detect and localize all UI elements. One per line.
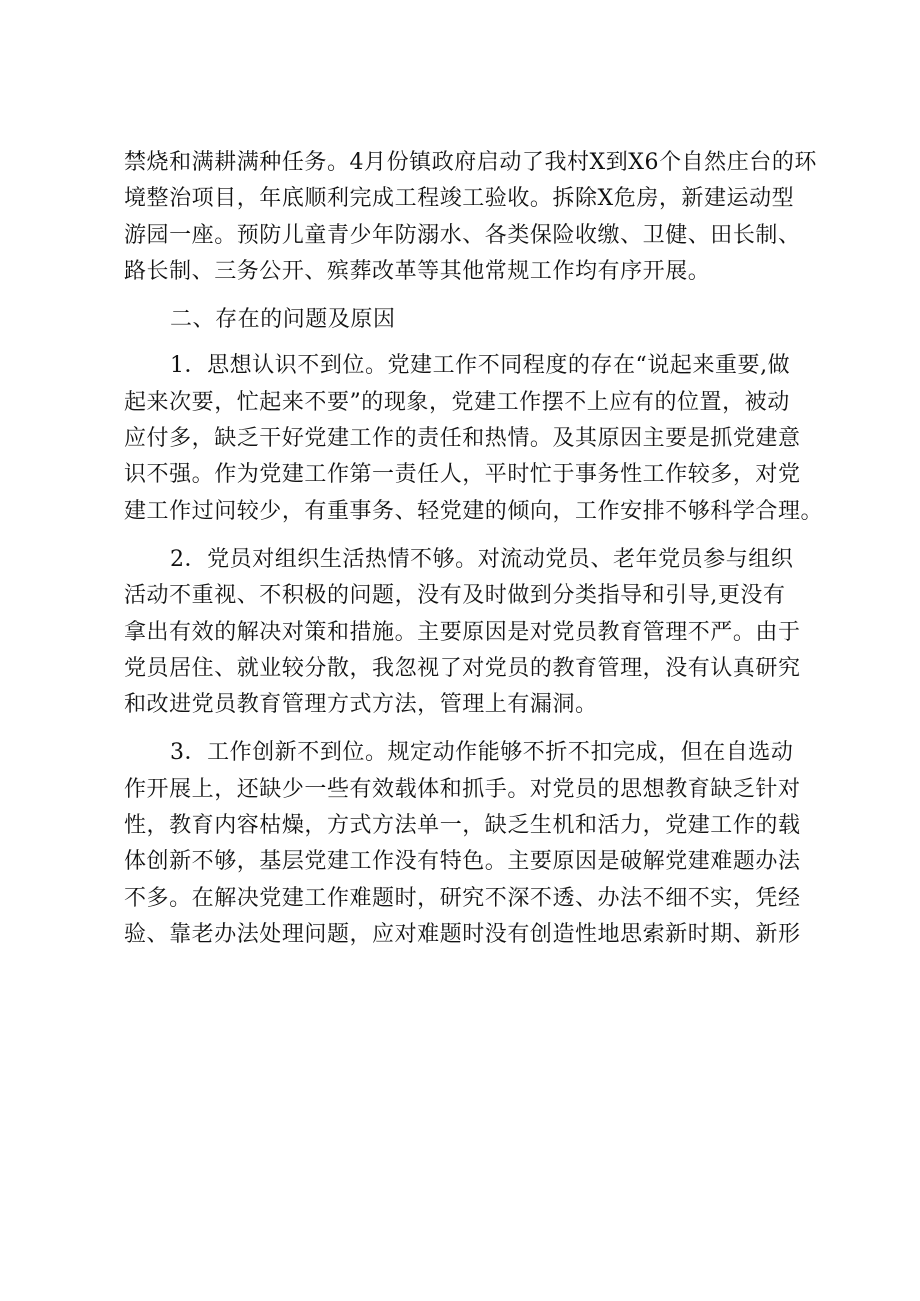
text-line: 性，教育内容枯燥，方式方法单一，缺乏生机和活力，党建工作的载 xyxy=(124,813,801,839)
text-line: 2．党员对组织生活热情不够。对流动党员、老年党员参与组织 xyxy=(170,546,794,572)
text-line: 路长制、三务公开、殡葬改革等其他常规工作均有序开展。 xyxy=(124,258,711,284)
text-line: 建工作过问较少，有重事务、轻党建的倾向，工作安排不够科学合理。 xyxy=(124,498,824,524)
text-line: 体创新不够，基层党建工作没有特色。主要原因是破解党建难题办法 xyxy=(124,849,801,875)
text-line: 1．思想认识不到位。党建工作不同程度的存在“说起来重要,做 xyxy=(170,353,791,379)
item-2-paragraph xyxy=(124,542,814,723)
text-line: 作开展上，还缺少一些有效载体和抓手。对党员的思想教育缺乏针对 xyxy=(124,776,801,802)
item-1-paragraph xyxy=(124,348,824,529)
document-body xyxy=(124,145,824,953)
text-line: 验、靠老办法处理问题，应对难题时没有创造性地思索新时期、新形 xyxy=(124,921,801,947)
text-line: 起来次要，忙起来不要”的现象，党建工作摆不上应有的位置，被动 xyxy=(124,389,790,415)
text-line: 不多。在解决党建工作难题时，研究不深不透、办法不细不实，凭经 xyxy=(124,885,801,911)
text-line: 和改进党员教育管理方式方法，管理上有漏洞。 xyxy=(124,692,598,718)
text-line: 应付多，缺乏干好党建工作的责任和热情。及其原因主要是抓党建意 xyxy=(124,426,801,452)
text-line: 禁烧和满耕满种任务。4月份镇政府启动了我村X到X6个自然庄台的环 xyxy=(124,150,817,175)
text-line: 3．工作创新不到位。规定动作能够不折不扣完成，但在自选动 xyxy=(170,740,794,766)
text-line: 活动不重视、不积极的问题，没有及时做到分类指导和引导,更没有 xyxy=(124,583,786,609)
text-line: 境整治项目，年底顺利完成工程竣工验收。拆除X危房，新建运动型 xyxy=(124,186,795,212)
text-line: 识不强。作为党建工作第一责任人，平时忙于事务性工作较多，对党 xyxy=(124,462,801,488)
text-line: 游园一座。预防儿童青少年防溺水、各类保险收缴、卫健、田长制、 xyxy=(124,222,801,248)
item-3-paragraph xyxy=(124,735,814,953)
section-heading: 二、存在的问题及原因 xyxy=(170,307,396,333)
text-line: 党员居住、就业较分散，我忽视了对党员的教育管理，没有认真研究 xyxy=(124,655,801,681)
text-line: 拿出有效的解决对策和措施。主要原因是对党员教育管理不严。由于 xyxy=(124,619,801,645)
continuation-paragraph xyxy=(124,145,817,290)
